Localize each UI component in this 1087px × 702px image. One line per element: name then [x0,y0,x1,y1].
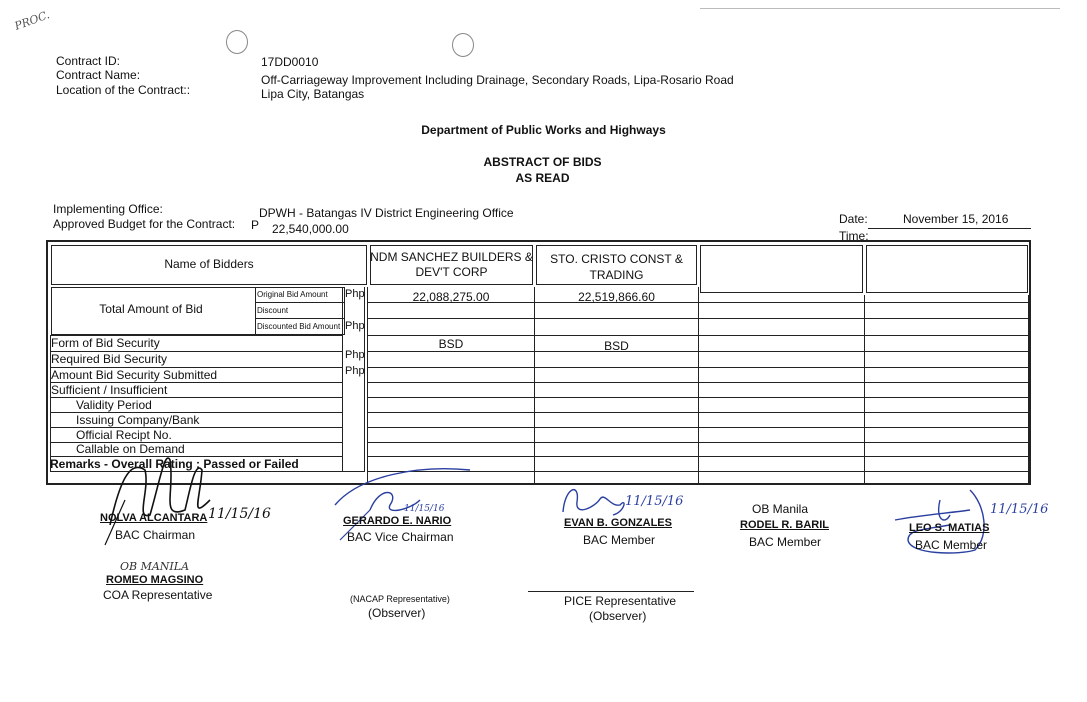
signatory-4-pre-note: OB Manila [752,502,809,516]
issuing-label: Issuing Company/Bank [76,413,200,427]
implementing-office-value: DPWH - Batangas IV District Engineering Office [259,206,514,220]
bidder-1-original-bid: 22,088,275.00 [412,290,490,304]
data-row-line [367,382,1028,383]
php-original: Php [345,288,365,300]
data-row-line [367,427,1028,428]
observer-1-role: (NACAP Representative) [350,594,450,604]
total-amount-label: Total Amount of Bid [99,302,203,316]
php-submitted: Php [345,365,365,377]
data-row-line [367,397,1028,398]
php-required: Php [345,349,365,361]
date-value: November 15, 2016 [903,212,1009,226]
data-row-line [367,367,1028,368]
date-label: Date: [839,212,868,226]
signatory-4-role: BAC Member [749,535,822,549]
document-title: ABSTRACT OF BIDS [483,155,602,169]
observer-2-sub: (Observer) [589,609,647,623]
receipt-label: Official Recipt No. [76,428,172,442]
contract-name-value: Off-Carriageway Improvement Including Drainage, Secondary Roads, Lipa-Rosario Road [261,73,734,87]
data-row-line [367,442,1028,443]
punch-hole [226,30,248,54]
php-discounted: Php [345,320,365,332]
signatory-2-role: BAC Vice Chairman [347,530,454,544]
contract-id-label: Contract ID: [56,54,121,68]
bidder-1-security-form: BSD [438,337,464,351]
document-subtitle: AS READ [515,171,570,185]
abc-label: Approved Budget for the Contract: [53,217,236,231]
observer-2-role: PICE Representative [564,594,677,608]
bidder-2-original-bid: 22,519,866.60 [578,290,655,304]
bidder-1-name-line1: NDM SANCHEZ BUILDERS & [370,250,533,264]
svg-text:11/15/16: 11/15/16 [990,502,1049,517]
bidder-2-name-line1: STO. CRISTO CONST & [550,252,683,266]
coa-handwritten-note: OB MANILA [120,560,190,573]
data-row-line [367,318,1028,319]
coa-name: ROMEO MAGSINO [106,574,204,586]
sufficient-label: Sufficient / Insufficient [51,383,168,397]
bidder-3-header-cell [700,245,863,293]
svg-text:11/15/16: 11/15/16 [208,506,271,522]
coa-role: COA Representative [103,588,213,602]
implementing-office-label: Implementing Office: [53,202,163,216]
contract-name-label: Contract Name: [56,68,141,82]
discounted-bid-label: Discounted Bid Amount [257,322,341,331]
bidder-2-security-form: BSD [604,339,629,353]
data-row-line [367,335,1028,336]
validity-label: Validity Period [76,398,152,412]
contract-location-value: Lipa City, Batangas [261,87,365,101]
signatory-5-role: BAC Member [915,538,988,552]
date-underline [868,228,1031,229]
signatory-3-name: EVAN B. GONZALES [564,517,672,529]
remarks-label: Remarks - Overall Rating : Passed or Failed [50,457,299,471]
signatory-2-name: GERARDO E. NARIO [343,515,452,527]
form-security-label: Form of Bid Security [51,336,160,350]
callable-label: Callable on Demand [76,442,185,456]
required-security-label: Required Bid Security [51,352,168,366]
svg-text:11/15/16: 11/15/16 [404,504,445,514]
abc-currency: P [251,218,260,232]
department-name: Department of Public Works and Highways [421,123,666,137]
signatory-1-role: BAC Chairman [115,528,196,542]
amount-submitted-label: Amount Bid Security Submitted [51,368,218,382]
contract-location-label: Location of the Contract:: [56,83,191,97]
punch-hole [452,33,474,57]
contract-id-value: 17DD0010 [261,55,319,69]
signatory-4-name: RODEL R. BARIL [740,519,830,531]
signatory-5-name: LEO S. MATIAS [909,522,990,534]
bidder-1-name-line2: DEV'T CORP [415,265,488,279]
signatory-1-name: NOLVA ALCANTARA [100,512,208,524]
time-label: Time: [839,229,869,243]
data-row-line [367,456,1028,457]
discount-label: Discount [257,306,289,315]
bidder-2-name-line2: TRADING [589,268,644,282]
handwritten-corner-note: PROC. [12,8,52,33]
data-row-line [367,412,1028,413]
abc-value: 22,540,000.00 [272,222,349,236]
signatory-3-role: BAC Member [583,533,656,547]
observer-1-sub: (Observer) [368,606,426,620]
svg-text:11/15/16: 11/15/16 [625,494,684,509]
name-of-bidders-header: Name of Bidders [164,257,254,271]
observer-2-signature-line [528,591,694,592]
page-edge-line [700,8,1060,9]
bidder-4-header-cell [866,245,1028,293]
original-bid-label: Original Bid Amount [257,290,328,299]
